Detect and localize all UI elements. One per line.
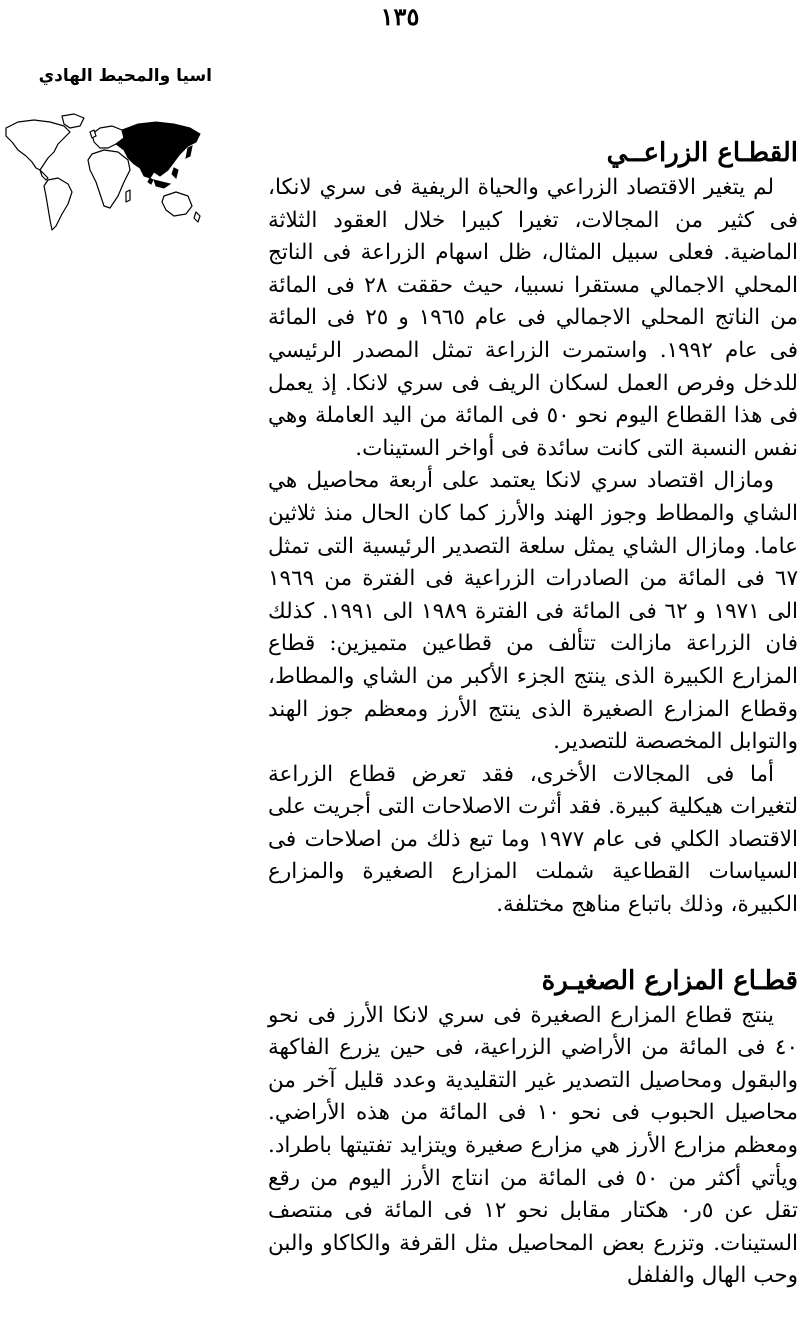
greenland-shape [62,114,84,128]
new-zealand-shape [194,212,200,222]
north-america-shape [6,120,70,170]
paragraph: ومازال اقتصاد سري لانكا يعتمد على أربعة محاصيل هي الشاي والمطاط وجوز الهند والأرز كما كان الحال منذ ثلاثين عاما. ومازال الشاي يمثل سلعة التصدير الرئيسية التى تمثل ٦٧ فى المائة من الصادرات الزراعية فى الفترة من ١٩٦٩ الى ١٩٧١ و ٦٢ فى المائة فى الفترة ١٩٨٩ الى ١٩٩١. كذلك فان الزراعة مازالت تتألف من قطاعين متميزين: قطاع المزارع الكبيرة الذى ينتج الجزء الأكبر من الشاي والمطاط، وقطاع المزارع الصغيرة الذى ينتج الأرز ومعظم جوز الهند والتوابل المخصصة للتصدير. [268,468,798,755]
philippines-shape [172,168,178,178]
australia-shape [162,192,192,216]
africa-shape [88,150,130,208]
page-number: ١٣٥ [380,2,420,31]
central-america-shape [40,170,48,180]
text-column [268,134,798,1293]
south-america-shape [44,178,72,230]
madagascar-shape [126,190,130,202]
world-map-icon [4,112,204,238]
paragraph: أما فى المجالات الأخرى، فقد تعرض قطاع الزراعة لتغيرات هيكلية كبيرة. فقد أثرت الاصلاحات التى أجريت على الاقتصاد الكلي فى عام ١٩٧٧ وما تبع ذلك من اصلاحات فى السياسات القطاعية شملت المزارع الصغيرة والمزارع الكبيرة، وذلك باتباع مناهج مختلفة. [268,761,798,918]
indonesia-shape [154,180,170,188]
sri-lanka-shape [148,178,153,184]
section-heading: قطـاع المزارع الصغيـرة [541,965,798,996]
paragraph: لم يتغير الاقتصاد الزراعي والحياة الريفية فى سري لانكا، فى كثير من المجالات، تغيرا كبيرا خلال العقود الثلاثة الماضية. فعلى سبيل المثال، ظل اسهام الزراعة فى الناتج المحلي الاجمالي مستقرا نسبيا، حيث حققت ٢٨ فى المائة من الناتج المحلي الاجمالي فى عام ١٩٦٥ و ٢٥ فى المائة فى عام ١٩٩٢. واستمرت الزراعة تمثل المصدر الرئيسي للدخل وفرص العمل لسكان الريف فى سري لانكا. إذ يعمل فى هذا القطاع اليوم نحو ٥٠ فى المائة من اليد العاملة وهي نفس النسبة التى كانت سائدة فى أواخر الستينات. [268,175,799,461]
paragraph: ينتج قطاع المزارع الصغيرة فى سري لانكا الأرز فى نحو ٤٠ فى المائة من الأراضي الزراعية، فى حين يزرع الفاكهة والبقول ومحاصيل التصدير غير التقليدية وعدد قليل آخر من محاصيل الحبوب فى نحو ١٠ فى المائة من هذه الأراضي. ومعظم مزارع الأرز هي مزارع صغيرة ويتزايد تفتيتها باطراد. ويأتي أكثر من ٥٠ فى المائة من انتاج الأرز اليوم من رقع تقل عن ٥ر٠ هكتار مقابل نحو ١٢ فى المائة فى منتصف الستينات. وتزرع بعض المحاصيل مثل القرفة والكاكاو والبن وحب الهال والفلفل [268,1002,798,1289]
section-heading: القطـاع الزراعــي [606,138,798,168]
running-head: اسيا والمحيط الهادي [38,66,212,86]
